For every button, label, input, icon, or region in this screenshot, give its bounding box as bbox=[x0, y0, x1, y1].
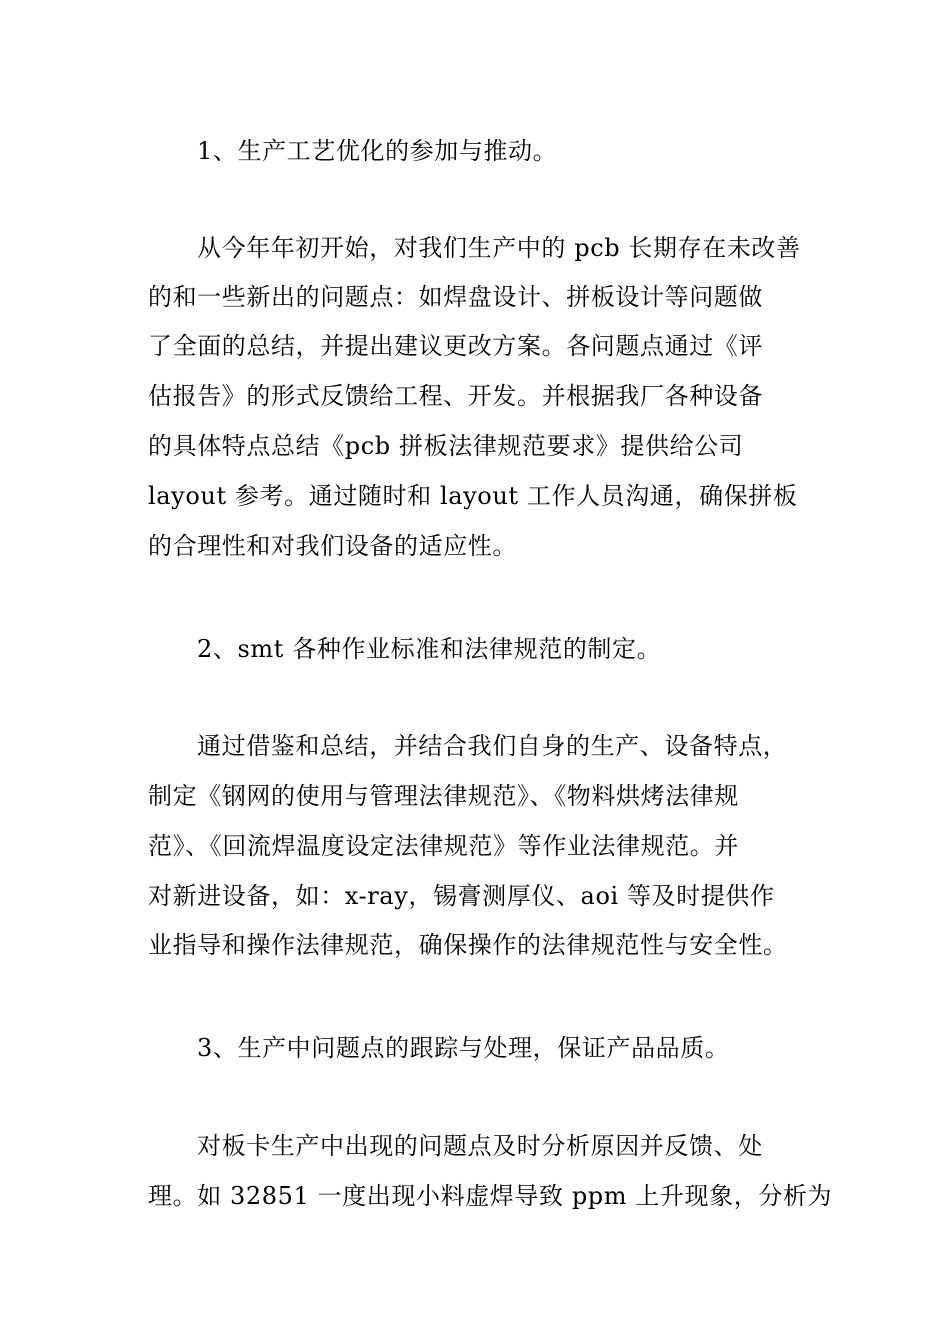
section-3-paragraph-line: 理。如 32851 一度出现小料虚焊导致 ppm 上升现象，分析为 bbox=[148, 1182, 833, 1210]
section-2-paragraph-line: 制定《钢网的使用与管理法律规范》、《物料烘烤法律规 bbox=[148, 782, 739, 810]
section-2-paragraph-line: 范》、《回流焊温度设定法律规范》等作业法律规范。并 bbox=[148, 832, 739, 860]
section-3-heading: 3、生产中问题点的跟踪与处理，保证产品品质。 bbox=[197, 1034, 730, 1062]
section-1-paragraph-line: 的合理性和对我们设备的适应性。 bbox=[148, 532, 517, 560]
section-1-paragraph-line: 的具体特点总结《pcb 拼板法律规范要求》提供给公司 bbox=[148, 432, 744, 460]
section-1-paragraph-line: 从今年年初开始，对我们生产中的 pcb 长期存在未改善 bbox=[197, 234, 801, 262]
section-1-heading: 1、生产工艺优化的参加与推动。 bbox=[197, 137, 558, 165]
section-3-paragraph-line: 对板卡生产中出现的问题点及时分析原因并反馈、处 bbox=[197, 1132, 763, 1160]
section-2-paragraph-line: 业指导和操作法律规范，确保操作的法律规范性与安全性。 bbox=[148, 931, 788, 959]
section-2-paragraph-line: 通过借鉴和总结，并结合我们自身的生产、设备特点， bbox=[197, 732, 788, 760]
section-1-paragraph-line: 了全面的总结，并提出建议更改方案。各问题点通过《评 bbox=[148, 332, 763, 360]
section-1-paragraph-line: layout 参考。通过随时和 layout 工作人员沟通，确保拼板 bbox=[148, 482, 798, 510]
section-1-paragraph-line: 的和一些新出的问题点：如焊盘设计、拼板设计等问题做 bbox=[148, 283, 763, 311]
section-1-paragraph-line: 估报告》的形式反馈给工程、开发。并根据我厂各种设备 bbox=[148, 382, 763, 410]
section-2-paragraph-line: 对新进设备，如：x-ray，锡膏测厚仪、aoi 等及时提供作 bbox=[148, 882, 775, 910]
section-2-heading: 2、smt 各种作业标准和法律规范的制定。 bbox=[197, 635, 662, 663]
